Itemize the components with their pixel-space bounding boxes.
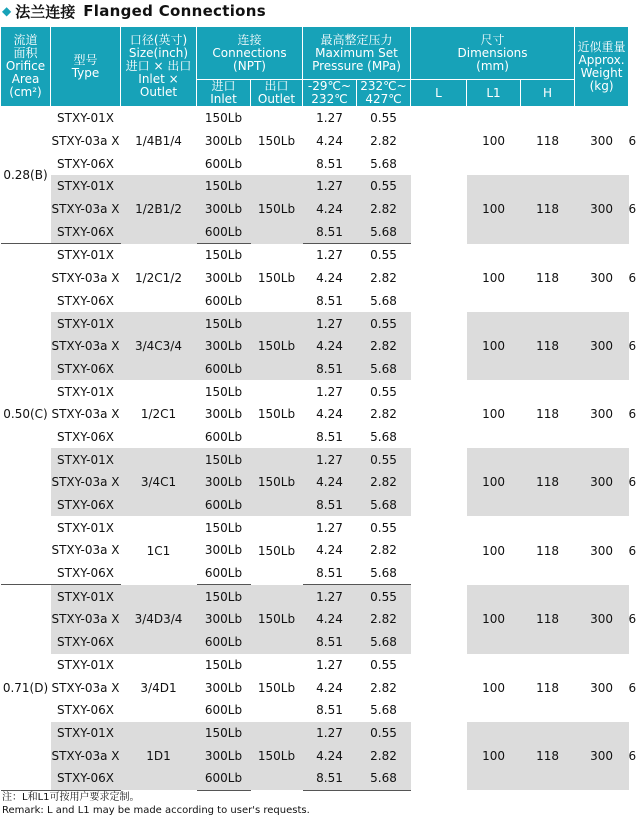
- pressure-high-cell: 2.82: [357, 198, 411, 221]
- model-cell: STXY-03a X: [51, 335, 121, 358]
- inlet-cell: 300Lb: [204, 543, 243, 558]
- pressure-low-cell: 4.24: [303, 744, 357, 767]
- inlet-cell: 300Lb: [197, 198, 251, 221]
- inlet-cell: 600Lb: [197, 494, 251, 517]
- dim-H-cell: 300: [590, 270, 613, 285]
- table-row: STXY-01X 3/4D1 150Lb 150Lb 1.27 0.55 100 118 300 6: [1, 654, 629, 677]
- header-temp-low: -29℃~ 232℃: [303, 80, 357, 107]
- model-cell: STXY-01X: [57, 248, 114, 263]
- title-en: Flanged Connections: [83, 2, 266, 20]
- gap-cell: [411, 380, 467, 448]
- pressure-low-cell: 4.24: [316, 680, 343, 695]
- outlet-cell: 150Lb: [257, 407, 296, 422]
- table-row: STXY-01X 1C1 150Lb 150Lb 1.27 0.55 100 118 300 6: [1, 516, 629, 539]
- dim-L-cell: 100: [467, 722, 521, 791]
- pressure-low-cell: 8.51: [303, 220, 357, 243]
- inlet-cell: 300Lb: [204, 407, 243, 422]
- dim-H-cell: 300: [590, 134, 613, 149]
- dim-H-cell: 300: [575, 312, 629, 380]
- orifice-area-cell: 0.71(D): [1, 585, 51, 790]
- model-cell: STXY-03a X: [51, 407, 120, 422]
- dim-H-cell: 300: [575, 448, 629, 516]
- inlet-cell: 600Lb: [197, 767, 251, 790]
- dim-L1-cell: 118: [536, 134, 559, 149]
- inlet-cell: 150Lb: [204, 248, 243, 263]
- pressure-high-cell: 2.82: [357, 608, 411, 631]
- model-cell: STXY-06X: [51, 767, 121, 790]
- pressure-high-cell: 0.55: [370, 384, 397, 399]
- pressure-low-cell: 4.24: [303, 335, 357, 358]
- dim-L-cell: 100: [482, 543, 505, 558]
- pressure-low-cell: 1.27: [316, 384, 343, 399]
- model-cell: STXY-06X: [57, 293, 114, 308]
- model-cell: STXY-03a X: [51, 471, 121, 494]
- size-cell: 1D1: [121, 722, 197, 791]
- pressure-low-cell: 1.27: [303, 448, 357, 471]
- diamond-icon: ◆: [2, 4, 12, 18]
- outlet-cell: 150Lb: [257, 270, 296, 285]
- pressure-high-cell: 5.68: [357, 767, 411, 790]
- orifice-area-cell: 0.50(C): [1, 244, 51, 585]
- header-connections: 连接 Connections (NPT): [197, 27, 303, 80]
- pressure-high-cell: 2.82: [370, 680, 397, 695]
- pressure-high-cell: 5.68: [370, 703, 397, 718]
- table-row: 0.28(B) STXY-01X 1/4B1/4 150Lb 150Lb 1.27 0.55 100 118 300 6: [1, 107, 629, 130]
- inlet-cell: 600Lb: [197, 562, 251, 585]
- inlet-cell: 600Lb: [204, 703, 243, 718]
- model-cell: STXY-01X: [51, 585, 121, 608]
- dim-L-cell: 100: [482, 680, 505, 695]
- pressure-high-cell: 0.55: [357, 585, 411, 608]
- inlet-cell: 600Lb: [204, 156, 243, 171]
- dim-L1-cell: 118: [521, 448, 575, 516]
- size-cell: 3/4D3/4: [121, 585, 197, 654]
- inlet-cell: 300Lb: [204, 134, 243, 149]
- inlet-cell: 150Lb: [197, 722, 251, 745]
- table-header: [1, 27, 629, 107]
- gap-cell: [411, 312, 467, 380]
- size-cell: 1C1: [146, 543, 171, 558]
- dim-H-cell: 300: [575, 722, 629, 791]
- pressure-high-cell: 2.82: [357, 335, 411, 358]
- pressure-low-cell: 4.24: [316, 543, 343, 558]
- model-cell: STXY-03a X: [51, 680, 120, 695]
- size-cell: 3/4D1: [140, 680, 177, 695]
- model-cell: STXY-01X: [51, 312, 121, 335]
- model-cell: STXY-01X: [57, 384, 114, 399]
- size-cell: 1/2C1: [140, 407, 177, 422]
- inlet-cell: 600Lb: [197, 220, 251, 243]
- inlet-cell: 300Lb: [197, 744, 251, 767]
- gap-cell: [411, 175, 467, 244]
- outlet-cell: 150Lb: [251, 312, 303, 380]
- table-row: 0.71(D) STXY-01X 3/4D3/4 150Lb 150Lb 1.27 0.55 100 118 300 6: [1, 585, 629, 608]
- header-H: H: [521, 80, 575, 107]
- pressure-low-cell: 1.27: [316, 520, 343, 535]
- header-pressure: 最高整定压力 Maximum Set Pressure (MPa): [303, 27, 411, 80]
- dim-L-cell: 100: [482, 270, 505, 285]
- pressure-high-cell: 0.55: [357, 448, 411, 471]
- dim-H-cell: 300: [575, 585, 629, 654]
- dim-L1-cell: 118: [536, 543, 559, 558]
- pressure-high-cell: 0.55: [357, 312, 411, 335]
- dim-L1-cell: 118: [521, 585, 575, 654]
- inlet-cell: 300Lb: [197, 608, 251, 631]
- inlet-cell: 300Lb: [204, 680, 243, 695]
- inlet-cell: 150Lb: [197, 312, 251, 335]
- pressure-high-cell: 2.82: [370, 271, 397, 286]
- size-cell: 3/4C3/4: [121, 312, 197, 380]
- header-L1: L1: [467, 80, 521, 107]
- model-cell: STXY-06X: [51, 220, 121, 243]
- pressure-high-cell: 0.55: [370, 111, 397, 126]
- pressure-low-cell: 8.51: [316, 293, 343, 308]
- spec-table: [0, 26, 637, 791]
- pressure-high-cell: 0.55: [357, 175, 411, 198]
- pressure-high-cell: 0.55: [370, 657, 397, 672]
- dim-H-cell: 300: [590, 543, 613, 558]
- pressure-high-cell: 5.68: [357, 494, 411, 517]
- outlet-cell: 150Lb: [257, 543, 296, 558]
- outlet-cell: 150Lb: [251, 175, 303, 244]
- dim-H-cell: 300: [590, 680, 613, 695]
- inlet-cell: 300Lb: [197, 335, 251, 358]
- pressure-high-cell: 5.68: [370, 429, 397, 444]
- pressure-high-cell: 5.68: [357, 220, 411, 243]
- page-title: [2, 0, 266, 22]
- pressure-low-cell: 1.27: [303, 722, 357, 745]
- model-cell: STXY-06X: [51, 494, 121, 517]
- inlet-cell: 150Lb: [197, 175, 251, 198]
- model-cell: STXY-01X: [51, 722, 121, 745]
- pressure-high-cell: 2.82: [370, 543, 397, 558]
- outlet-cell: 150Lb: [257, 680, 296, 695]
- table-row: STXY-01X 1/2B1/2 150Lb 150Lb 1.27 0.55 100 118 300 6: [1, 175, 629, 198]
- table-row: STXY-01X 3/4C1 150Lb 150Lb 1.27 0.55 100 118 300 6: [1, 448, 629, 471]
- outlet-cell: 150Lb: [251, 448, 303, 516]
- model-cell: STXY-03a X: [51, 744, 121, 767]
- dim-L1-cell: 118: [536, 270, 559, 285]
- header-temp-high: 232℃~ 427℃: [357, 80, 411, 107]
- inlet-cell: 150Lb: [204, 657, 243, 672]
- dim-L-cell: 100: [467, 448, 521, 516]
- dim-L-cell: 100: [467, 312, 521, 380]
- header-inlet: 进口 Inlet: [197, 80, 251, 107]
- gap-cell: [411, 516, 467, 585]
- model-cell: STXY-01X: [57, 520, 114, 535]
- note-en: Remark: L and L1 may be made according to user's requests.: [2, 805, 310, 816]
- model-cell: STXY-06X: [51, 631, 121, 654]
- pressure-low-cell: 4.24: [316, 407, 343, 422]
- dim-L1-cell: 118: [536, 680, 559, 695]
- gap-cell: [411, 722, 467, 791]
- model-cell: STXY-03a X: [51, 271, 120, 286]
- header-dimensions: 尺寸 Dimensions (mm): [411, 27, 575, 80]
- pressure-low-cell: 1.27: [303, 312, 357, 335]
- pressure-high-cell: 5.68: [370, 156, 397, 171]
- size-cell: 1/2B1/2: [121, 175, 197, 244]
- table-row: STXY-01X 1/2C1 150Lb 150Lb 1.27 0.55 100 118 300 6: [1, 380, 629, 403]
- size-cell: 1/4B1/4: [135, 134, 182, 149]
- dim-H-cell: 300: [590, 407, 613, 422]
- header-area: 流道 面积 Orifice Area (cm²): [1, 27, 51, 107]
- title-cn: 法兰连接: [15, 2, 76, 21]
- pressure-low-cell: 4.24: [303, 471, 357, 494]
- model-cell: STXY-06X: [57, 429, 114, 444]
- model-cell: STXY-06X: [57, 156, 114, 171]
- dim-H-cell: 300: [575, 175, 629, 244]
- pressure-low-cell: 8.51: [303, 494, 357, 517]
- model-cell: STXY-06X: [57, 703, 114, 718]
- outlet-cell: 150Lb: [251, 585, 303, 654]
- outlet-cell: 150Lb: [257, 134, 296, 149]
- inlet-cell: 600Lb: [204, 293, 243, 308]
- header-size: 口径(英寸) Size(inch) 进口 × 出口 Inlet × Outlet: [121, 27, 197, 107]
- model-cell: STXY-06X: [51, 562, 121, 585]
- pressure-high-cell: 5.68: [370, 293, 397, 308]
- table-body: [1, 107, 637, 791]
- dim-L1-cell: 118: [521, 175, 575, 244]
- pressure-low-cell: 1.27: [316, 111, 343, 126]
- pressure-low-cell: 8.51: [316, 703, 343, 718]
- model-cell: STXY-03a X: [51, 543, 120, 558]
- table-row: STXY-01X 3/4C3/4 150Lb 150Lb 1.27 0.55 100 118 300 6: [1, 312, 629, 335]
- inlet-cell: 600Lb: [197, 358, 251, 381]
- pressure-low-cell: 8.51: [303, 562, 357, 585]
- table-row: STXY-01X 1D1 150Lb 150Lb 1.27 0.55 100 118 300 6: [1, 722, 629, 745]
- gap-cell: [411, 654, 467, 722]
- pressure-low-cell: 1.27: [316, 248, 343, 263]
- inlet-cell: 150Lb: [204, 520, 243, 535]
- outlet-cell: 150Lb: [251, 722, 303, 791]
- size-cell: 3/4C1: [121, 448, 197, 516]
- pressure-high-cell: 2.82: [370, 407, 397, 422]
- pressure-low-cell: 1.27: [303, 175, 357, 198]
- pressure-high-cell: 2.82: [357, 471, 411, 494]
- dim-L-cell: 100: [482, 407, 505, 422]
- inlet-cell: 150Lb: [204, 384, 243, 399]
- pressure-low-cell: 1.27: [303, 585, 357, 608]
- model-cell: STXY-06X: [51, 358, 121, 381]
- header-type: 型号 Type: [51, 27, 121, 107]
- dim-L-cell: 100: [467, 175, 521, 244]
- pressure-high-cell: 2.82: [357, 744, 411, 767]
- note-cn: 注：L和L1可按用户要求定制。: [2, 792, 140, 803]
- model-cell: STXY-03a X: [51, 198, 121, 221]
- dim-L1-cell: 118: [536, 407, 559, 422]
- pressure-low-cell: 4.24: [303, 198, 357, 221]
- gap-cell: [411, 244, 467, 313]
- inlet-cell: 300Lb: [197, 471, 251, 494]
- size-cell: 1/2C1/2: [134, 270, 182, 285]
- header-outlet: 出口 Outlet: [251, 80, 303, 107]
- pressure-high-cell: 5.68: [357, 562, 411, 585]
- model-cell: STXY-03a X: [51, 134, 120, 149]
- pressure-low-cell: 8.51: [303, 358, 357, 381]
- header-weight: 近似重量 Approx. Weight (kg): [575, 27, 629, 107]
- header-L: L: [411, 80, 467, 107]
- pressure-high-cell: 2.82: [370, 134, 397, 149]
- inlet-cell: 300Lb: [204, 271, 243, 286]
- inlet-cell: 600Lb: [204, 429, 243, 444]
- dim-L1-cell: 118: [521, 722, 575, 791]
- inlet-cell: 150Lb: [197, 448, 251, 471]
- inlet-cell: 600Lb: [197, 631, 251, 654]
- pressure-high-cell: 5.68: [357, 631, 411, 654]
- pressure-low-cell: 8.51: [303, 767, 357, 790]
- inlet-cell: 150Lb: [197, 585, 251, 608]
- model-cell: STXY-01X: [51, 448, 121, 471]
- pressure-high-cell: 0.55: [357, 722, 411, 745]
- dim-L-cell: 100: [467, 585, 521, 654]
- model-cell: STXY-03a X: [51, 608, 121, 631]
- pressure-low-cell: 8.51: [303, 631, 357, 654]
- model-cell: STXY-01X: [51, 175, 121, 198]
- dim-L-cell: 100: [482, 134, 505, 149]
- pressure-low-cell: 8.51: [316, 156, 343, 171]
- pressure-low-cell: 4.24: [316, 134, 343, 149]
- pressure-high-cell: 5.68: [357, 358, 411, 381]
- gap-cell: [411, 585, 467, 654]
- model-cell: STXY-01X: [57, 111, 114, 126]
- gap-cell: [411, 107, 467, 176]
- inlet-cell: 150Lb: [204, 111, 243, 126]
- pressure-low-cell: 4.24: [303, 608, 357, 631]
- pressure-low-cell: 8.51: [316, 429, 343, 444]
- pressure-high-cell: 0.55: [370, 520, 397, 535]
- pressure-low-cell: 1.27: [316, 657, 343, 672]
- orifice-area-cell: 0.28(B): [1, 107, 51, 244]
- dim-L1-cell: 118: [521, 312, 575, 380]
- pressure-low-cell: 4.24: [316, 271, 343, 286]
- pressure-high-cell: 0.55: [370, 248, 397, 263]
- table-row: 0.50(C) STXY-01X 1/2C1/2 150Lb 150Lb 1.27 0.55 100 118 300 6: [1, 244, 629, 267]
- model-cell: STXY-01X: [57, 657, 114, 672]
- gap-cell: [411, 448, 467, 516]
